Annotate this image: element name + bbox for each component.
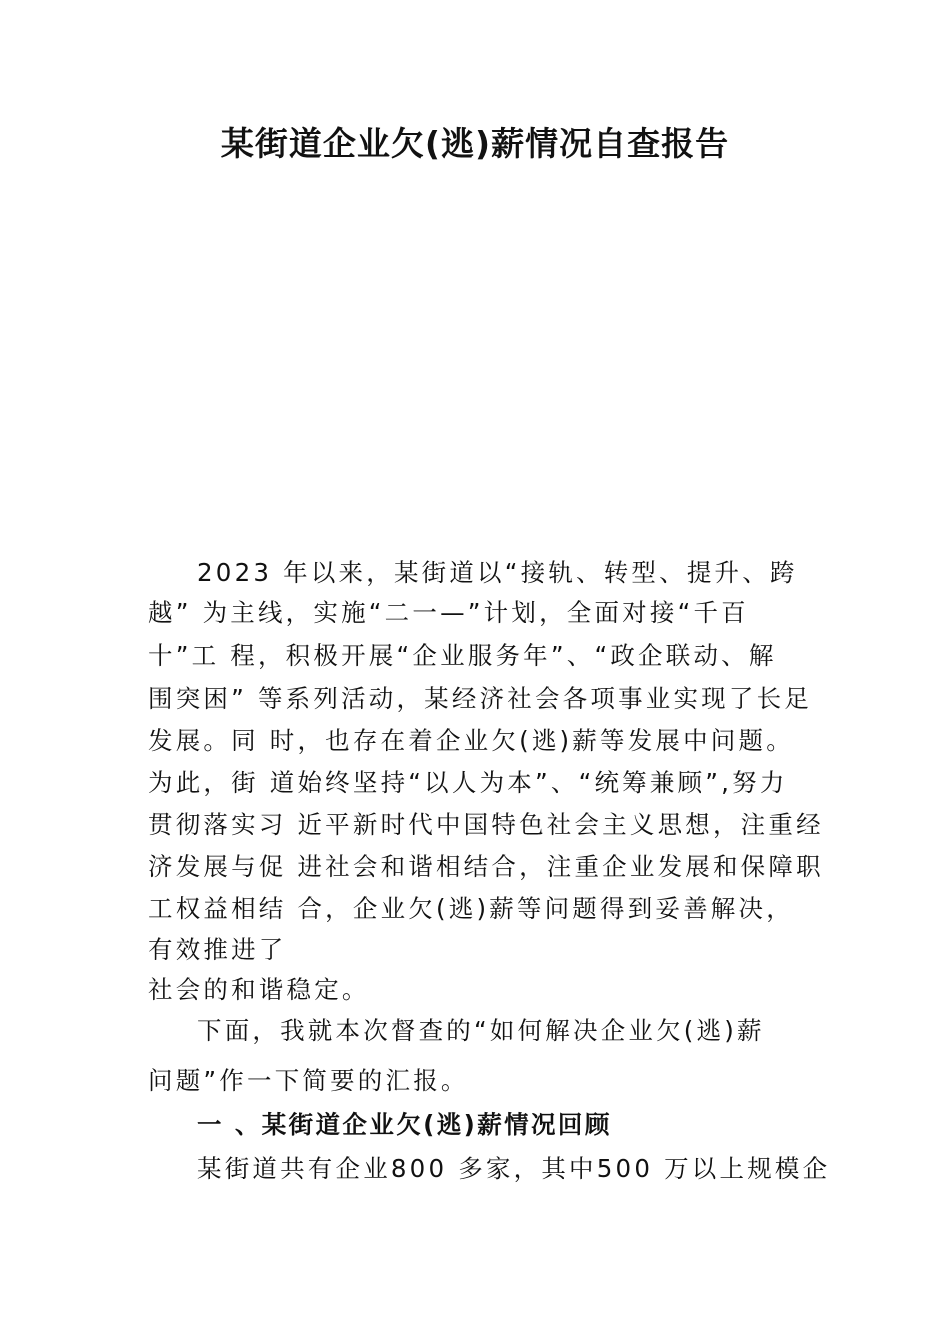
paragraph-1-line-2: 越” 为主线，实施“二一—”计划，全面对接“千百 [148,598,749,627]
paragraph-1-line-3: 十”工 程，积极开展“企业服务年”、“政企联动、解 [148,641,777,670]
paragraph-1-line-9: 工权益相结 合，企业欠(逃)薪等问题得到妥善解决， [148,894,794,923]
section-1-line-1: 某街道共有企业800 多家，其中500 万以上规模企 [197,1154,831,1183]
paragraph-1-line-5: 发展。同 时，也存在着企业欠(逃)薪等发展中问题。 [148,726,794,755]
section-1-heading: 一 、某街道企业欠(逃)薪情况回顾 [197,1110,612,1139]
paragraph-1-line-8: 济发展与促 进社会和谐相结合，注重企业发展和保障职 [148,852,824,881]
paragraph-1-line-7: 贯彻落实习 近平新时代中国特色社会主义思想，注重经 [148,810,824,839]
paragraph-1-line-6: 为此，街 道始终坚持“以人为本”、“统筹兼顾”,努力 [148,768,788,797]
paragraph-1-line-4: 围突困” 等系列活动，某经济社会各项事业实现了长足 [148,684,812,713]
paragraph-1-line-1: 2023 年以来，某街道以“接轨、转型、提升、跨 [197,558,798,587]
paragraph-1-line-11: 社会的和谐稳定。 [148,975,370,1004]
document-title: 某街道企业欠(逃)薪情况自查报告 [220,124,730,163]
paragraph-1-line-10: 有效推进了 [148,935,287,964]
paragraph-2-line-1: 下面，我就本次督查的“如何解决企业欠(逃)薪 [197,1016,765,1045]
paragraph-2-line-2: 问题”作一下简要的汇报。 [148,1066,469,1095]
